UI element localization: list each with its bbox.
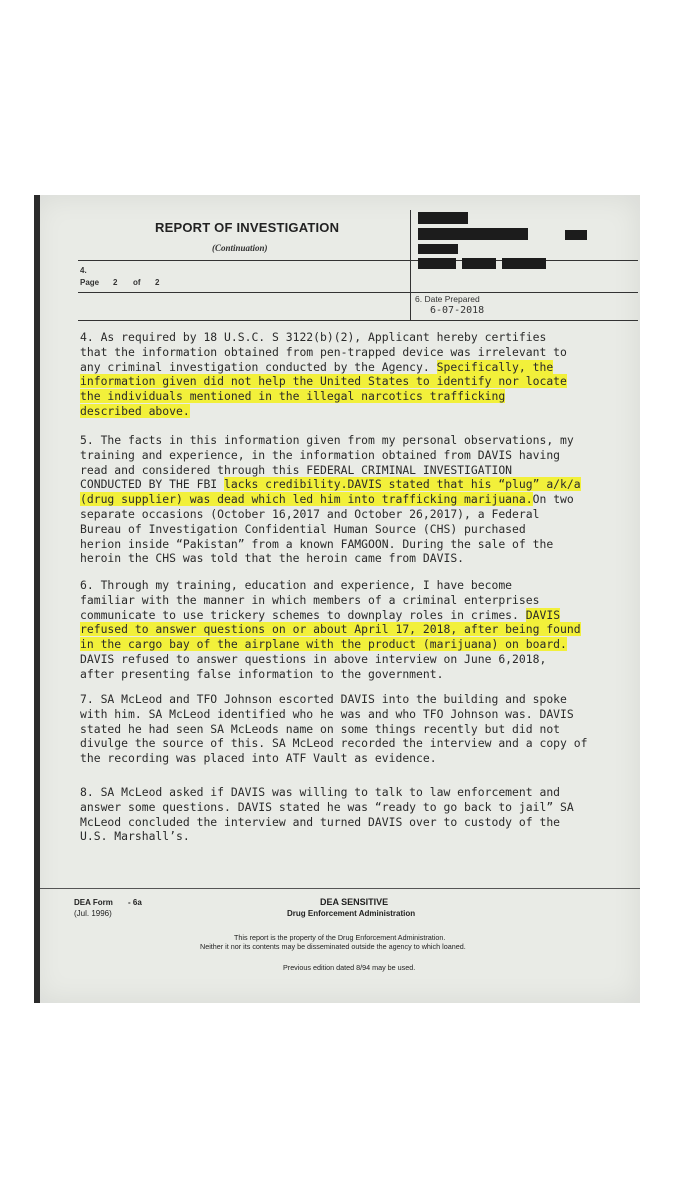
highlighted-text: described above. [80,403,190,418]
date-label: 6. Date Prepared [415,294,480,304]
text-line [80,522,632,537]
text-segment: 6. Through my training, education and experience, I have become [80,578,513,592]
text-segment: U.S. Marshall’s. [80,829,190,844]
paragraph-4 [80,330,632,419]
text-line [80,345,632,360]
header-divider [410,210,411,320]
text-segment: separate occasions (October 16,2017 and October 26,2017), a Federal [80,506,540,521]
text-segment: any criminal investigation conducted by the Agency. [80,359,437,374]
text-segment: Bureau of Investigation Confidential Human Source (CHS) purchased [80,521,526,536]
text-segment: communicate to use trickery schemes to downplay roles in crimes. [80,607,526,622]
date-value: 6-07-2018 [430,305,485,316]
of-label: of [133,278,141,287]
text-segment: 8. SA McLeod asked if DAVIS was willing to talk to law enforcement and [80,785,561,799]
text-segment: herion inside “Pakistan” from a known FAMGOON. During the sale of the [80,536,554,551]
text-segment: heroin the CHS was told that the heroin came from DAVIS. [80,551,465,566]
text-line [80,751,632,766]
text-segment: the recording was placed into ATF Vault as evidence. [80,751,437,766]
highlighted-text: lacks credibility.DAVIS stated that his “plug” a/k/a [224,477,581,492]
text-line [80,389,632,404]
dissemination-notice: Neither it nor its contents may be disseminated outside the agency to which loaned. [200,942,466,951]
text-line [80,433,632,448]
highlighted-text: the individuals mentioned in the illegal narcotics trafficking [80,389,506,404]
header-rule [410,292,638,293]
highlighted-text: in the cargo bay of the airplane with the product (marijuana) on board. [80,637,567,652]
text-segment: CONDUCTED BY THE FBI [80,477,225,492]
sheet-edge-shadow [34,195,40,1003]
footer-rule [40,888,640,889]
text-line [80,593,632,608]
header-rule [78,320,638,321]
text-segment: 7. SA McLeod and TFO Johnson escorted DAVIS into the building and spoke [80,692,567,706]
paragraph-7 [80,692,632,766]
property-notice: This report is the property of the Drug Enforcement Administration. [234,933,446,942]
redaction-block [462,258,496,269]
text-line [80,829,632,844]
redaction-block [418,228,528,240]
text-segment: that the information obtained from pen-trapped device was irrelevant to [80,344,567,359]
text-line [80,785,632,800]
text-segment: training and experience, in the information obtained from DAVIS having [80,447,561,462]
redaction-block [418,212,468,224]
page-number: 2 [113,278,118,287]
text-line [80,551,632,566]
text-segment: with him. SA McLeod identified who he was and who TFO Johnson was. DAVIS [80,706,574,721]
highlighted-text: DAVIS [525,607,561,622]
text-segment: read and considered through this FEDERAL CRIMINAL INVESTIGATION [80,462,513,477]
page-total: 2 [155,278,160,287]
highlighted-text: information given did not help the United States to identify nor locate [80,374,567,389]
report-title: REPORT OF INVESTIGATION [155,220,340,235]
text-segment: stated he had seen SA McLeods name on some things recently but did not [80,721,561,736]
text-line [80,492,632,507]
text-line [80,652,632,667]
text-segment: divulge the source of this. SA McLeod recorded the interview and a copy of [80,736,588,751]
text-line [80,667,632,682]
redaction-block [565,230,587,240]
page-label: Page [80,278,100,287]
text-line [80,578,632,593]
text-line [80,404,632,419]
text-line [80,537,632,552]
text-line [80,622,632,637]
text-line [80,330,632,345]
field-number: 4. [80,266,87,275]
text-segment: DAVIS refused to answer questions in above interview on June 6,2018, [80,651,547,666]
redaction-block [502,258,546,269]
text-line [80,360,632,375]
text-line [80,637,632,652]
text-line [80,448,632,463]
paragraph-6 [80,578,632,682]
text-line [80,463,632,478]
form-label: DEA Form [74,898,113,907]
header-rule [78,292,410,293]
text-segment: McLeod concluded the interview and turned DAVIS over to custody of the [80,814,561,829]
text-line [80,736,632,751]
text-line [80,477,632,492]
text-line [80,374,632,389]
text-segment: 5. The facts in this information given from my personal observations, my [80,433,574,447]
redaction-block [418,258,456,269]
text-line [80,692,632,707]
dea-sensitive-label: DEA SENSITIVE [320,897,389,907]
text-segment: familiar with the manner in which members of a criminal enterprises [80,592,540,607]
text-line [80,815,632,830]
text-line [80,608,632,623]
text-line [80,722,632,737]
previous-edition-notice: Previous edition dated 8/94 may be used. [283,963,416,972]
text-segment: answer some questions. DAVIS stated he was “ready to go back to jail” SA [80,799,574,814]
text-segment: 4. As required by 18 U.S.C. S 3122(b)(2), Applicant hereby certifies [80,330,547,344]
text-segment: On two [532,492,574,507]
text-segment: after presenting false information to the government. [80,666,444,681]
redaction-block [418,244,458,254]
header-rule [78,260,638,261]
highlighted-text: (drug supplier) was dead which led him into trafficking marijuana. [80,492,533,507]
report-subtitle: (Continuation) [212,243,268,253]
text-line [80,800,632,815]
form-number: - 6a [128,898,142,907]
form-date: (Jul. 1996) [74,909,112,918]
agency-name: Drug Enforcement Administration [287,909,416,918]
paragraph-5 [80,433,632,566]
highlighted-text: refused to answer questions on or about April 17, 2018, after being found [80,622,581,637]
highlighted-text: Specifically, the [436,359,554,374]
paragraph-8 [80,785,632,844]
text-line [80,707,632,722]
text-line [80,507,632,522]
